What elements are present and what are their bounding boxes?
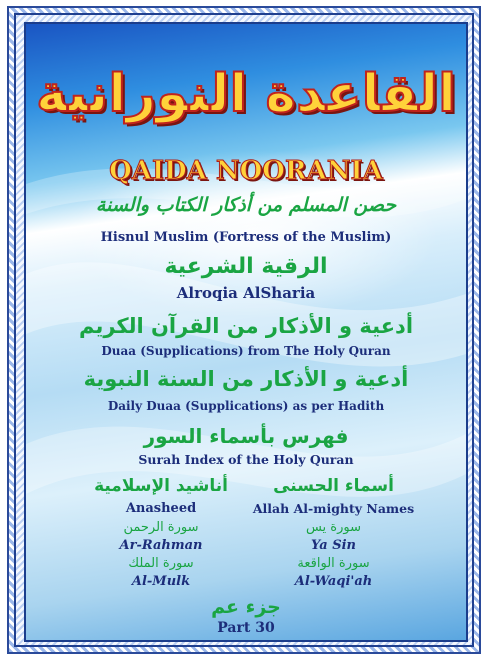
- part-english: Part 30: [217, 620, 275, 636]
- section-4-arabic: أدعية و الأذكار من السنة النبوية: [83, 367, 409, 391]
- section-5-english: Surah Index of the Holy Quran: [138, 452, 354, 467]
- section-3-english: Duaa (Supplications) from The Holy Quran: [101, 344, 391, 358]
- left-surah-2-english: Al-Mulk: [131, 574, 191, 589]
- right-surah-2-arabic: سورة الواقعة: [297, 556, 370, 571]
- section-4-english: Daily Duaa (Supplications) as per Hadith: [107, 399, 385, 413]
- right-heading-english: Allah Al-mighty Names: [252, 501, 415, 516]
- left-surah-1-arabic: سورة الرحمن: [123, 520, 199, 535]
- right-surah-2-english: Al-Waqi'ah: [294, 574, 373, 589]
- part-arabic: جزء عم: [211, 596, 281, 618]
- cover-panel: [24, 22, 468, 642]
- right-surah-1-arabic: سورة يس: [305, 520, 362, 535]
- section-2-english: Alroqia AlSharia: [176, 284, 316, 302]
- right-heading-arabic: أسماء الحسنى: [273, 476, 394, 496]
- left-surah-2-arabic: سورة الملك: [128, 556, 194, 571]
- section-1-english: Hisnul Muslim (Fortress of the Muslim): [100, 230, 392, 245]
- left-heading-arabic: أناشيد الإسلامية: [94, 476, 228, 496]
- left-heading-english: Anasheed: [125, 501, 197, 516]
- english-title: QAIDA NOORANIA: [109, 156, 383, 186]
- section-3-arabic: أدعية و الأذكار من القرآن الكريم: [78, 314, 414, 338]
- right-surah-1-english: Ya Sin: [311, 538, 356, 553]
- section-5-arabic: فهرس بأسماء السور: [143, 424, 349, 448]
- section-2-arabic: الرقية الشرعية: [164, 254, 328, 279]
- section-1-arabic: حصن المسلم من أذكار الكتاب والسنة: [95, 194, 397, 216]
- left-surah-1-english: Ar-Rahman: [119, 538, 203, 553]
- arabic-title: القاعدة النورانية: [36, 64, 456, 124]
